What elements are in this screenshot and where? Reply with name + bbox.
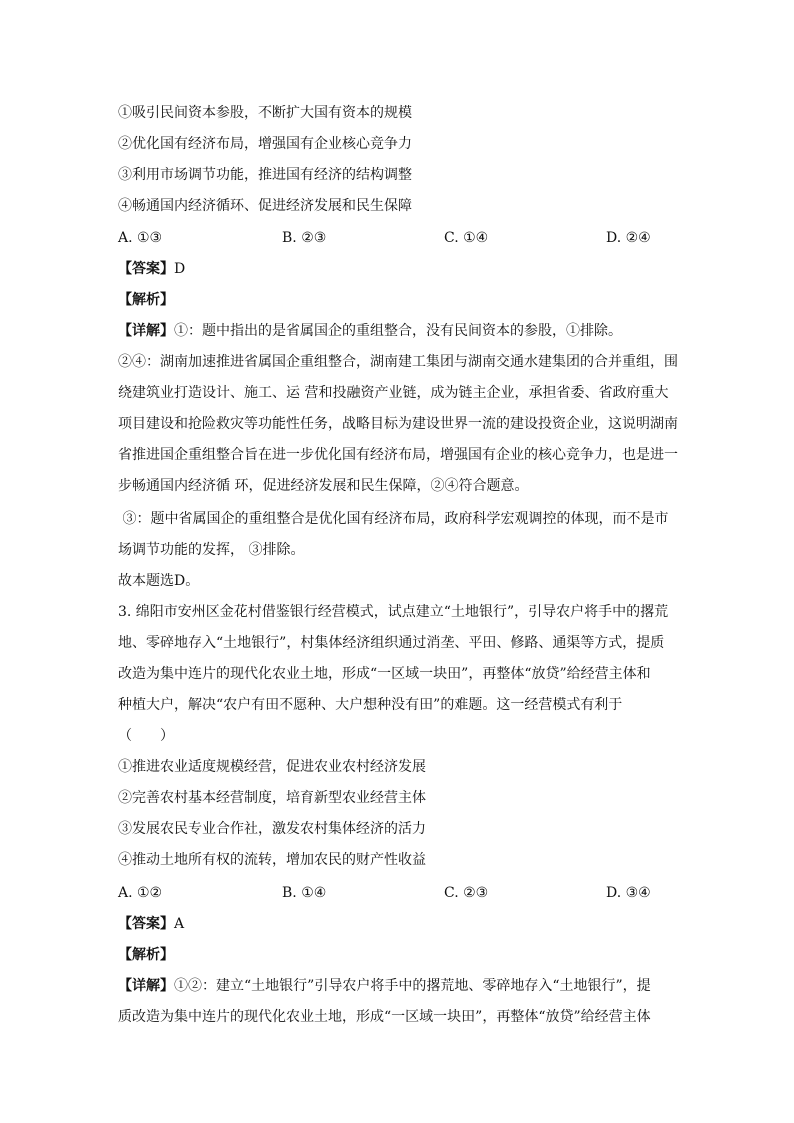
q2-detail-paragraph-1 [118,352,678,507]
q2-option-c: C. ①④ [444,230,489,246]
q2-answer-label: 【答案】 [118,261,174,277]
q3-option-b: B. ①④ [282,885,327,901]
q2-detail-label: 【详解】 [118,323,174,339]
q3-detail-text: ①②：建立“土地银行”引导农户将手中的撂荒地、零碎地存入“土地银行”，提 [174,978,651,994]
q3-option-d: D. ③④ [606,885,651,901]
q2-option-d: D. ②④ [606,230,651,246]
q2-statement-4: ④畅通国内经济循环、促进经济发展和民生保障 [118,198,412,214]
q3-options [118,883,678,903]
paragraph-line: ②④：湖南加速推进省属国企重组整合，湖南建工集团与湖南交通水建集团的合并重组，围 [118,354,678,370]
q3-detail-label: 【详解】 [118,978,174,994]
q2-analysis-label: 【解析】 [118,292,174,308]
q2-option-a: A. ①③ [118,230,163,246]
paragraph-line [118,976,678,1007]
q3-statement-2: ②完善农村基本经营制度，培育新型农业经营主体 [118,790,426,806]
paragraph-line: 质改造为集中连片的现代化农业土地，形成“一区域一块田”，再整体“放贷”给经营主体 [118,1009,651,1025]
paragraph-line: 3. 绵阳市安州区金花村借鉴银行经营模式，试点建立“土地银行”，引导农户将手中的撂荒 [118,604,669,620]
q2-statement-3: ③利用市场调节功能，推进国有经济的结构调整 [118,167,412,183]
q2-answer [118,259,185,279]
paragraph-line: ③：题中省属国企的重组整合是优化国有经济布局，政府科学宏观调控的体现，而不是市 [118,511,669,527]
q2-detail-first-text: ①：题中指出的是省属国企的重组整合，没有民间资本的参股，①排除。 [174,323,622,339]
answer-blank: （ ） [118,728,174,744]
q3-statement-1: ①推进农业适度规模经营，促进农业农村经济发展 [118,759,426,775]
q3-analysis-label: 【解析】 [118,947,174,963]
q3-statement-4: ④推动土地所有权的流转，增加农民的财产性收益 [118,852,426,868]
paragraph-line: 绕建筑业打造设计、施工、运 营和投融资产业链，成为链主企业，承担省委、省政府重大 [118,385,669,401]
q3-option-a: A. ①② [118,885,163,901]
q3-answer-value: A [174,916,185,932]
q2-options [118,228,678,248]
q2-statement-1: ①吸引民间资本参股，不断扩大国有资本的规模 [118,105,412,121]
q3-detail-paragraph [118,976,678,1038]
q2-detail-first [118,321,622,341]
q3-answer [118,914,184,934]
q2-answer-value: D [174,261,186,277]
q2-option-b: B. ②③ [282,230,327,246]
q2-statement-2: ②优化国有经济布局，增强国有企业核心竞争力 [118,136,412,152]
q3-answer-label: 【答案】 [118,916,174,932]
q3-stem [118,602,678,757]
paragraph-line: 改造为集中连片的现代化农业土地，形成“一区域一块田”，再整体“放贷”给经营主体和 [118,666,651,682]
paragraph-line: 省推进国企重组整合旨在进一步优化国有经济布局，增强国有企业的核心竞争力，也是进一 [118,447,678,463]
q2-conclusion: 故本题选D。 [118,573,200,589]
q3-statement-3: ③发展农民专业合作社，激发农村集体经济的活力 [118,821,426,837]
q3-option-c: C. ②③ [444,885,489,901]
paragraph-line: 步畅通国内经济循 环，促进经济发展和民生保障，②④符合题意。 [118,478,529,494]
paragraph-line: 项目建设和抢险救灾等功能性任务，战略目标为建设世界一流的建设投资企业，这说明湖南 [118,416,678,432]
paragraph-line: 种植大户，解决“农户有田不愿种、大户想种没有田”的难题。这一经营模式有利于 [118,697,623,713]
paragraph-line: 地、零碎地存入“土地银行”，村集体经济组织通过消垄、平田、修路、通渠等方式，提质 [118,635,665,651]
q2-detail-paragraph-2 [118,509,678,571]
paragraph-line: 场调节功能的发挥， ③排除。 [118,542,305,558]
